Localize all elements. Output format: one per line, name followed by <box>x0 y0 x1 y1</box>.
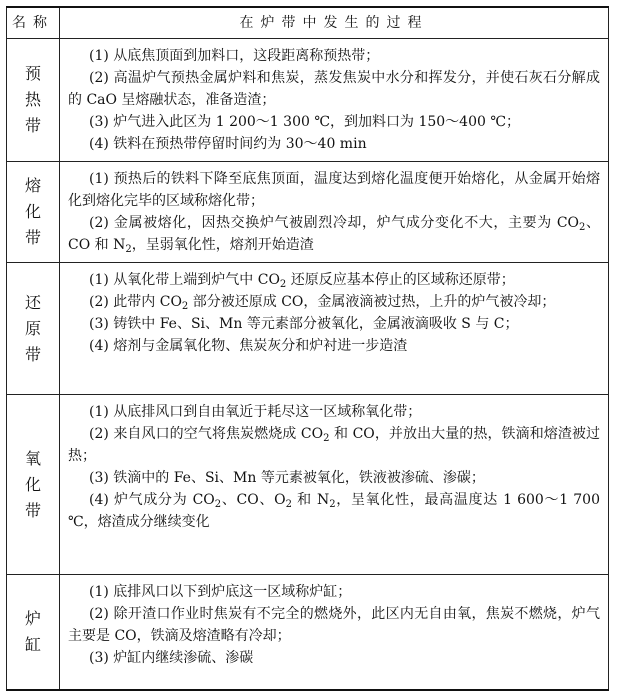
text-segment: (2) 除开渣口作业时焦炭有不完全的燃烧外，此区内无自由氧，焦炭不燃烧，炉气主要是 CO，铁滴及熔渣略有冷却； <box>68 606 600 644</box>
process-item <box>68 291 600 313</box>
zone-process <box>60 162 609 263</box>
zone-process <box>60 575 609 690</box>
text-segment: ，呈弱氧化性，熔剂开始造渣 <box>131 237 314 253</box>
subscript: 2 <box>214 499 222 510</box>
text-segment: (4) 炉气成分为 CO <box>89 492 215 508</box>
text-segment: 还原反应基本停止的区域称还原带； <box>286 272 515 288</box>
process-item <box>68 489 600 533</box>
subscript: 2 <box>279 279 287 290</box>
subscript: 2 <box>323 433 330 444</box>
subscript: 2 <box>125 244 132 255</box>
zone-name-char: 化 <box>24 474 41 494</box>
zone-name <box>7 39 60 162</box>
zone-row <box>7 263 609 395</box>
zone-name-char: 原 <box>24 318 41 338</box>
text-segment: (4) 铁料在预热带停留时间约为 30～40 min <box>89 136 367 152</box>
zone-name-char: 氧 <box>24 448 41 468</box>
process-item <box>68 168 600 212</box>
text-segment: (3) 炉气进入此区为 1 200～1 300 ℃，到加料口为 150～400 ℃； <box>89 114 521 130</box>
text-segment: (1) 底排风口以下到炉底这一区域称炉缸； <box>89 584 352 600</box>
zone-name <box>7 575 60 690</box>
zone-name-char: 热 <box>24 90 41 109</box>
text-segment: (2) 高温炉气预热金属炉料和焦炭，蒸发焦炭中水分和挥发分，并使石灰石分解成的 CaO 呈熔融状态，准备造渣； <box>68 70 600 108</box>
text-segment: (3) 炉缸内继续渗硫、渗碳 <box>89 650 254 666</box>
zone-row <box>7 39 609 162</box>
subscript: 2 <box>329 499 336 510</box>
zone-process <box>60 395 609 575</box>
text-segment: 、CO 和 N <box>68 215 601 253</box>
subscript: 2 <box>579 222 586 233</box>
process-item <box>68 133 600 155</box>
process-item <box>68 313 600 335</box>
text-segment: 和 N <box>291 492 330 508</box>
subscript: 2 <box>181 301 189 312</box>
text-segment: (3) 铁滴中的 Fe、Si、Mn 等元素被氧化，铁液被渗硫、渗碳； <box>89 470 485 486</box>
text-segment: (1) 从氧化带上端到炉气中 CO <box>89 272 280 288</box>
zone-name <box>7 263 60 395</box>
text-segment: (2) 金属被熔化，因热交换炉气被剧烈冷却，炉气成分变化不大，主要为 CO <box>89 215 580 231</box>
furnace-zones-table <box>6 6 609 691</box>
process-item <box>68 45 600 67</box>
zone-name <box>7 162 60 263</box>
process-item <box>68 603 600 647</box>
text-segment: (2) 来自风口的空气将焦炭燃烧成 CO <box>89 426 324 442</box>
zone-process <box>60 39 609 162</box>
zone-name-char: 炉 <box>24 608 41 628</box>
zone-name-char: 带 <box>24 116 41 135</box>
zone-name-char: 化 <box>24 202 41 221</box>
text-segment: ，呈氧化性，最高温度达 1 600～1 700 ℃，熔渣成分继续变化 <box>68 492 601 530</box>
text-segment: 、CO、O <box>221 492 286 508</box>
process-item <box>68 111 600 133</box>
process-item <box>68 467 600 489</box>
text-segment: (4) 熔剂与金属氧化物、焦炭灰分和炉衬进一步造渣 <box>89 338 408 354</box>
process-item <box>68 269 600 291</box>
process-item <box>68 423 600 467</box>
text-segment: (1) 预热后的铁料下降至底焦顶面，温度达到熔化温度便开始熔化，从金属开始熔化到熔化完毕的区域称熔化带； <box>68 171 600 209</box>
zone-name-char: 缸 <box>24 634 41 654</box>
zone-row <box>7 162 609 263</box>
header-row <box>7 7 609 39</box>
process-item <box>68 581 600 603</box>
text-segment: (3) 铸铁中 Fe、Si、Mn 等元素部分被氧化，金属液滴吸收 S 与 C； <box>89 316 519 332</box>
zone-name-char: 预 <box>24 64 41 83</box>
text-segment: 和 CO，并放出大量的热，铁滴和熔渣被过热； <box>68 426 601 464</box>
zone-name-char: 带 <box>24 228 41 247</box>
text-segment: 部分被还原成 CO，金属液滴被过热，上升的炉气被冷却； <box>188 294 556 310</box>
zone-name <box>7 395 60 575</box>
header-process: 在炉带中发生的过程 <box>60 7 609 39</box>
text-segment: (1) 从底焦顶面到加料口，这段距离称预热带； <box>89 48 380 64</box>
process-item <box>68 335 600 357</box>
subscript: 2 <box>285 499 292 510</box>
zone-process <box>60 263 609 395</box>
zone-row <box>7 395 609 575</box>
text-segment: (2) 此带内 CO <box>89 294 182 310</box>
process-item <box>68 647 600 669</box>
process-item <box>68 401 600 423</box>
text-segment: (1) 从底排风口到自由氧近于耗尽这一区域称氧化带； <box>89 404 422 420</box>
zone-name-char: 熔 <box>24 176 41 195</box>
header-name: 名称 <box>7 7 60 39</box>
process-item <box>68 212 600 256</box>
process-item <box>68 67 600 111</box>
zone-name-char: 带 <box>24 500 41 520</box>
zone-row <box>7 575 609 690</box>
zone-name-char: 还 <box>24 292 41 312</box>
zone-name-char: 带 <box>24 344 41 364</box>
